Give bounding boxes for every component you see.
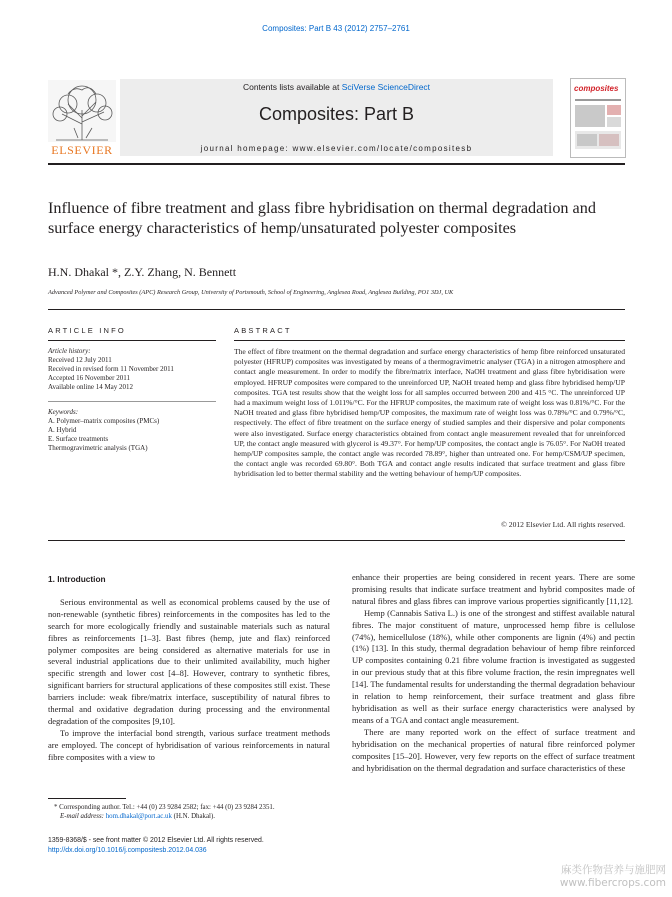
keywords-rule	[48, 401, 216, 402]
front-matter-line: 1359-8368/$ - see front matter © 2012 Elsevier Ltd. All rights reserved.	[48, 837, 264, 844]
keyword-item: A. Hybrid	[48, 426, 77, 434]
corresponding-author-line: * Corresponding author. Tel.: +44 (0) 23 9284 2582; fax: +44 (0) 23 9284 2351.	[54, 804, 275, 811]
site-watermark	[476, 864, 666, 890]
title-rule	[48, 309, 625, 310]
article-title: Influence of fibre treatment and glass fibre hybridisation on thermal degradation and surface energy characteristics of hemp/unsaturated polyester composites	[48, 199, 596, 237]
watermark-chinese: 麻类作物营养与施肥网	[561, 864, 666, 876]
keywords-list	[48, 408, 216, 453]
body-column-right	[352, 572, 635, 774]
contents-prefix: Contents lists available at	[242, 82, 342, 92]
body-paragraph: To improve the interfacial bond strength, various surface treatment methods are employed. The concept of hybridisation of various reinforcements in natural fibre composites with a view to	[48, 727, 330, 762]
email-link[interactable]: hom.dhakal@port.ac.uk	[105, 813, 172, 820]
journal-title: Composites: Part B	[258, 104, 415, 124]
history-item: Available online 14 May 2012	[48, 383, 134, 391]
elsevier-wordmark: ELSEVIER	[51, 143, 113, 157]
abstract-rule	[234, 340, 625, 341]
sciencedirect-link[interactable]: SciVerse ScienceDirect	[341, 82, 431, 92]
header-rule	[48, 163, 625, 165]
keyword-item: E. Surface treatments	[48, 435, 109, 443]
body-column-left	[48, 574, 330, 764]
article-authors: H.N. Dhakal *, Z.Y. Zhang, N. Bennett	[48, 265, 237, 279]
contents-line	[120, 82, 553, 92]
journal-citation[interactable]: Composites: Part B 43 (2012) 2757–2761	[262, 24, 410, 33]
article-info-heading: ARTICLE INFO	[48, 326, 126, 335]
email-suffix: (H.N. Dhakal).	[171, 813, 215, 820]
article-history	[48, 347, 216, 392]
cover-title: composites	[574, 84, 619, 93]
corresponding-author-footnote	[48, 803, 338, 821]
body-paragraph: enhance their properties are being considered in recent years. There are some promising results that indicate surface treatment and hybrid composites made of natural fibres and glass fibres can improve various properties significantly [11,12].	[352, 572, 635, 606]
issn-block	[48, 836, 338, 855]
doi-link[interactable]: http://dx.doi.org/10.1016/j.compositesb.2012.04.036	[48, 846, 207, 854]
email-label: E-mail address:	[60, 813, 106, 820]
history-item: Received in revised form 11 November 2011	[48, 365, 174, 373]
author-affiliation: Advanced Polymer and Composites (APC) Research Group, University of Portsmouth, School of Engineering, Anglesea Road, Anglesea Building, PO1 3DJ, UK	[48, 289, 454, 296]
history-label: Article history:	[48, 347, 91, 355]
keywords-label: Keywords:	[48, 408, 79, 416]
history-item: Received 12 July 2011	[48, 356, 112, 364]
body-paragraph: Serious environmental as well as economical problems caused by the use of non-renewable (synthetic fibres) reinforcements in the composites has led to the search for more ecologically friendly and sustainable materials such as natural fibres as reinforcements [1–3]. Bast fibres (hemp, jute and flax) reinforced polymer composites are being considered as alternative materials for use in several industrial applications due to their unlimited availability, much higher specific strength and lower cost [4–8]. However, contrary to synthetic fibres, significant barriers for structural applications of these composites still exist. These barriers include: weak fibre/matrix interface, susceptibility of natural fibres to thermal and oxidative degradation during processing and the environmental degradation of the composites [9,10].	[48, 596, 330, 726]
keyword-item: Thermogravimetric analysis (TGA)	[48, 444, 148, 452]
body-paragraph: Hemp (Cannabis Sativa L.) is one of the strongest and stiffest available natural fibres. The major constituent of mature, unprocessed hemp fibre is cellulose (74%), hemicellulose (18%), while other components are lignin (4%) and pectin (1%) [13]. In this study, thermal degradation behaviour of hemp fibre reinforced UP composites containing 0.21 fibre volume fraction is investigated as suggested in our previous study that at this fibre volume fraction, the resin impregnates well [14]. The fundamental results for understanding the thermal degradation behaviour in relation to hemp reinforcement, their surface treatment and glass fibre hybridisation as well as their surface energy characteristics were analysed by means of a TGA and contact angle measurement.	[352, 607, 635, 725]
abstract-bottom-rule	[48, 540, 625, 541]
keyword-item: A. Polymer–matrix composites (PMCs)	[48, 417, 160, 425]
history-item: Accepted 16 November 2011	[48, 374, 130, 382]
abstract-copyright: © 2012 Elsevier Ltd. All rights reserved.	[501, 520, 625, 529]
article-info-rule	[48, 340, 216, 341]
watermark-url: www.fibercrops.com	[559, 877, 666, 889]
abstract-heading: ABSTRACT	[234, 326, 292, 335]
body-paragraph: There are many reported work on the effect of surface treatment and hybridisation on the mechanical properties of natural fibre reinforced polymer composites [15–20]. However, very few reports on the effect of surface treatment and hybridisation on the thermal degradation and surface characteristics of these	[352, 726, 635, 773]
section-heading-introduction: 1. Introduction	[48, 574, 106, 584]
footnote-rule	[48, 798, 126, 799]
journal-homepage[interactable]: journal homepage: www.elsevier.com/locate/compositesb	[200, 144, 473, 153]
abstract-text: The effect of fibre treatment on the thermal degradation and surface energy characteristics of hemp fibre reinforced unsaturated polyester (HFRUP) composites was investigated by means of a thermogravimetric analyser (TGA) in a nitrogen atmosphere and contact angle measurement. In order to modify the fibre/matrix interface, NaOH treatment and glass fibre hybridisation were employed. HFRUP composites were compared to the unreinforced UP, NaOH treated hemp and glass fibre hybridised hemp/UP composites. TGA test results show that the weight loss for all samples occurred between 200 and 415 °C. The unreinforced UP had a maximum weight loss of 1.011%/°C. For the HFRUP composites, the maximum rate of weight loss was 0.81%/°C. For the NaOH treated and glass fibre hybridised hemp/UP composites, the maximum rate of weight loss was 0.78%/°C and 0.79%/°C, respectively. The effect of fibre treatment on the surface energy of studied samples and their dispersive and polar components were also investigated. Surface energy characteristics obtained from contact angle measurement revealed that for unreinforced UP, the contact angle measured with glycerol is 49.37°. For hemp/UP composites, the contact angle is 76.05°. For NaOH treated hemp/UP composites sample, the contact angle was recorded 78.89°, higher than untreated one. For hemp/CSM/UP specimen, the contact angle was recorded 69.80°. Both TGA and contact angle results indicated that surface treatment and glass fibre hybridisation led to better thermal stability and the wetting behaviour of hemp/UP composites.	[234, 347, 625, 479]
